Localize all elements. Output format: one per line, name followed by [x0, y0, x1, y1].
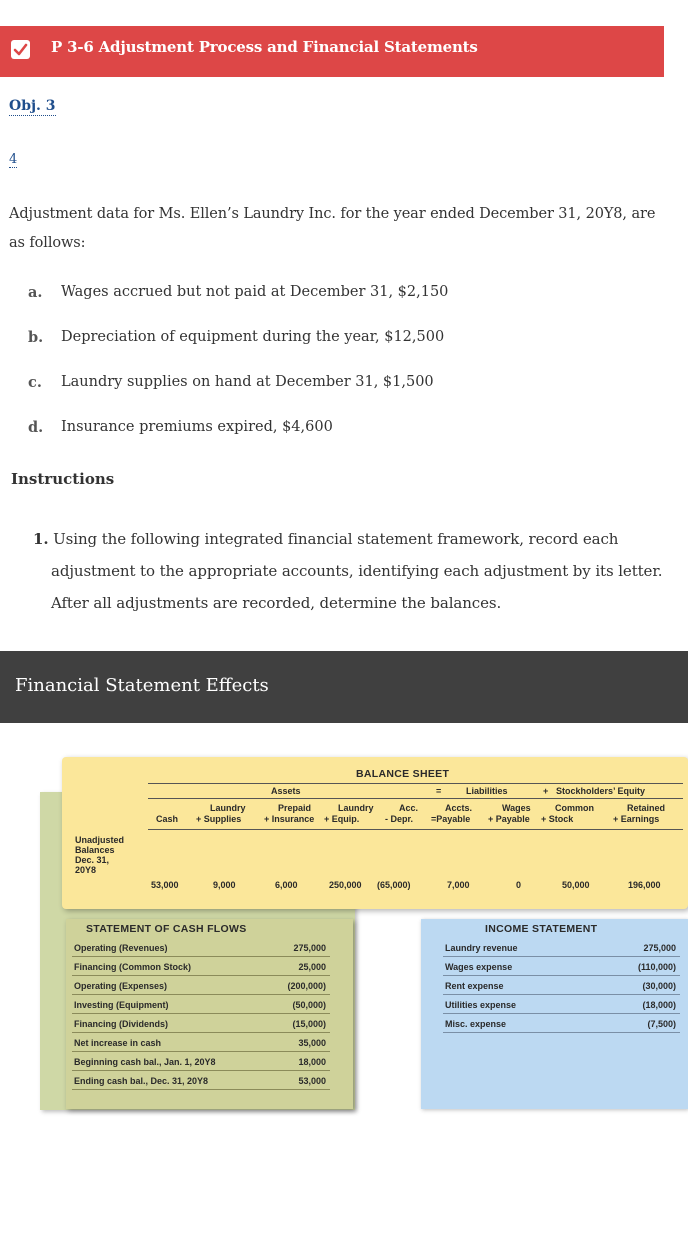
income-value: 275,000 [643, 943, 676, 953]
step-number: 1. [33, 530, 49, 548]
table-row [443, 938, 680, 957]
cash-flow-value: 25,000 [298, 962, 326, 972]
balance-sheet [62, 757, 688, 909]
column-header-top: Accts. [445, 803, 473, 813]
cash-flow-label: Net increase in cash [74, 1038, 162, 1048]
instruction-step [33, 523, 673, 619]
income-value: (7,500) [647, 1019, 676, 1029]
column-header-top: Laundry [210, 803, 246, 813]
table-row [443, 995, 680, 1014]
plus-sign: + [543, 786, 549, 796]
income-label: Misc. expense [445, 1019, 507, 1029]
balance-value: 6,000 [275, 880, 298, 890]
cash-flow-value: (15,000) [292, 1019, 326, 1029]
income-label: Rent expense [445, 981, 504, 991]
column-header-top: Acc. [399, 803, 419, 813]
item-letter: d. [28, 419, 44, 436]
table-row [72, 1071, 330, 1090]
item-text: Laundry supplies on hand at December 31, $1,500 [61, 374, 434, 390]
income-label: Wages expense [445, 962, 513, 972]
income-statement-rows [443, 938, 680, 1038]
cash-flow-rows [72, 938, 330, 1098]
column-header-bottom: + Supplies [196, 814, 242, 824]
table-row [72, 1033, 330, 1052]
intro-line: as follows: [9, 235, 86, 251]
balance-value: 196,000 [628, 880, 661, 890]
column-header-bottom: + Earnings [613, 814, 660, 824]
assets-label: Assets [271, 786, 301, 796]
instructions-heading: Instructions [11, 470, 115, 488]
row-label-line: Balances [75, 845, 115, 855]
balance-value: 0 [516, 880, 522, 890]
income-statement-title: INCOME STATEMENT [485, 923, 598, 935]
item-letter: a. [28, 284, 43, 301]
column-header-top: Common [555, 803, 594, 813]
item-text: Depreciation of equipment during the year, $12,500 [61, 329, 445, 345]
problem-title: P 3-6 Adjustment Process and Financial Statements [51, 38, 478, 56]
column-header-bottom: + Stock [541, 814, 574, 824]
column-header-top: Retained [627, 803, 666, 813]
table-row [72, 1052, 330, 1071]
header-bar [0, 26, 664, 77]
table-row [443, 1014, 680, 1033]
checkbox-icon [11, 40, 30, 59]
income-statement [421, 919, 688, 1109]
balance-sheet-title: BALANCE SHEET [356, 768, 450, 780]
cash-flow-label: Ending cash bal., Dec. 31, 20Y8 [74, 1076, 209, 1086]
cash-flow-label: Financing (Dividends) [74, 1019, 169, 1029]
cash-flow-label: Operating (Revenues) [74, 943, 168, 953]
column-header-top: Prepaid [278, 803, 312, 813]
balance-value: 9,000 [213, 880, 236, 890]
balance-value: (65,000) [377, 880, 411, 890]
cash-flow-value: 18,000 [298, 1057, 326, 1067]
item-text: Insurance premiums expired, $4,600 [61, 419, 333, 435]
cash-flow-value: 35,000 [298, 1038, 326, 1048]
cash-flow-label: Investing (Equipment) [74, 1000, 169, 1010]
income-value: (18,000) [642, 1000, 676, 1010]
cash-flow-label: Financing (Common Stock) [74, 962, 191, 972]
table-row [72, 976, 330, 995]
equals-sign: = [436, 786, 442, 796]
step-line: adjustment to the appropriate accounts, identifying each adjustment by its letter. [51, 562, 663, 580]
liabilities-label: Liabilities [466, 786, 508, 796]
balance-value: 50,000 [562, 880, 590, 890]
column-header-bottom: =Payable [431, 814, 471, 824]
step-line: Using the following integrated financial statement framework, record each [53, 530, 619, 548]
cash-flow-value: 275,000 [293, 943, 326, 953]
cash-flow-label: Operating (Expenses) [74, 981, 168, 991]
income-value: (110,000) [637, 962, 676, 972]
table-row [72, 957, 330, 976]
intro-paragraph [9, 200, 659, 258]
objective-number-link[interactable]: 4 [9, 152, 18, 167]
column-header-bottom: - Depr. [385, 814, 414, 824]
income-label: Laundry revenue [445, 943, 518, 953]
cash-flow-value: 53,000 [298, 1076, 326, 1086]
column-header-bottom: + Equip. [324, 814, 360, 824]
item-letter: b. [28, 329, 44, 346]
equity-label: Stockholders’ Equity [556, 786, 646, 796]
balance-value: 7,000 [447, 880, 470, 890]
item-text: Wages accrued but not paid at December 31, $2,150 [61, 284, 449, 300]
table-row [72, 1014, 330, 1033]
objective-link[interactable]: Obj. 3 [9, 98, 56, 114]
section-title: Financial Statement Effects [15, 675, 269, 696]
table-row [443, 976, 680, 995]
table-row [72, 938, 330, 957]
cash-flow-label: Beginning cash bal., Jan. 1, 20Y8 [74, 1057, 216, 1067]
income-label: Utilities expense [445, 1000, 517, 1010]
column-header-bottom: + Payable [488, 814, 530, 824]
column-header-top: Wages [502, 803, 531, 813]
row-label-line: 20Y8 [75, 865, 97, 875]
header-rule [148, 829, 683, 830]
balance-value: 250,000 [329, 880, 362, 890]
financial-statement-figure [0, 723, 688, 1123]
row-label [75, 835, 124, 875]
cash-flow-title: STATEMENT OF CASH FLOWS [86, 923, 247, 935]
balance-sheet-columns [62, 757, 688, 909]
cash-flow-value: (50,000) [292, 1000, 326, 1010]
income-value: (30,000) [642, 981, 676, 991]
section-header [0, 651, 688, 723]
table-row [443, 957, 680, 976]
cash-flow-value: (200,000) [287, 981, 326, 991]
column-header-top: Laundry [338, 803, 374, 813]
column-header-bottom: + Insurance [264, 814, 315, 824]
column-header-bottom: Cash [156, 814, 179, 824]
step-line: After all adjustments are recorded, determine the balances. [51, 594, 502, 612]
table-row [72, 995, 330, 1014]
row-label-line: Unadjusted [75, 835, 125, 845]
cash-flow-statement [66, 919, 353, 1109]
intro-line: Adjustment data for Ms. Ellen’s Laundry Inc. for the year ended December 31, 20Y8, are [9, 206, 656, 222]
item-letter: c. [28, 374, 42, 391]
balance-value: 53,000 [151, 880, 179, 890]
row-label-line: Dec. 31, [75, 855, 110, 865]
